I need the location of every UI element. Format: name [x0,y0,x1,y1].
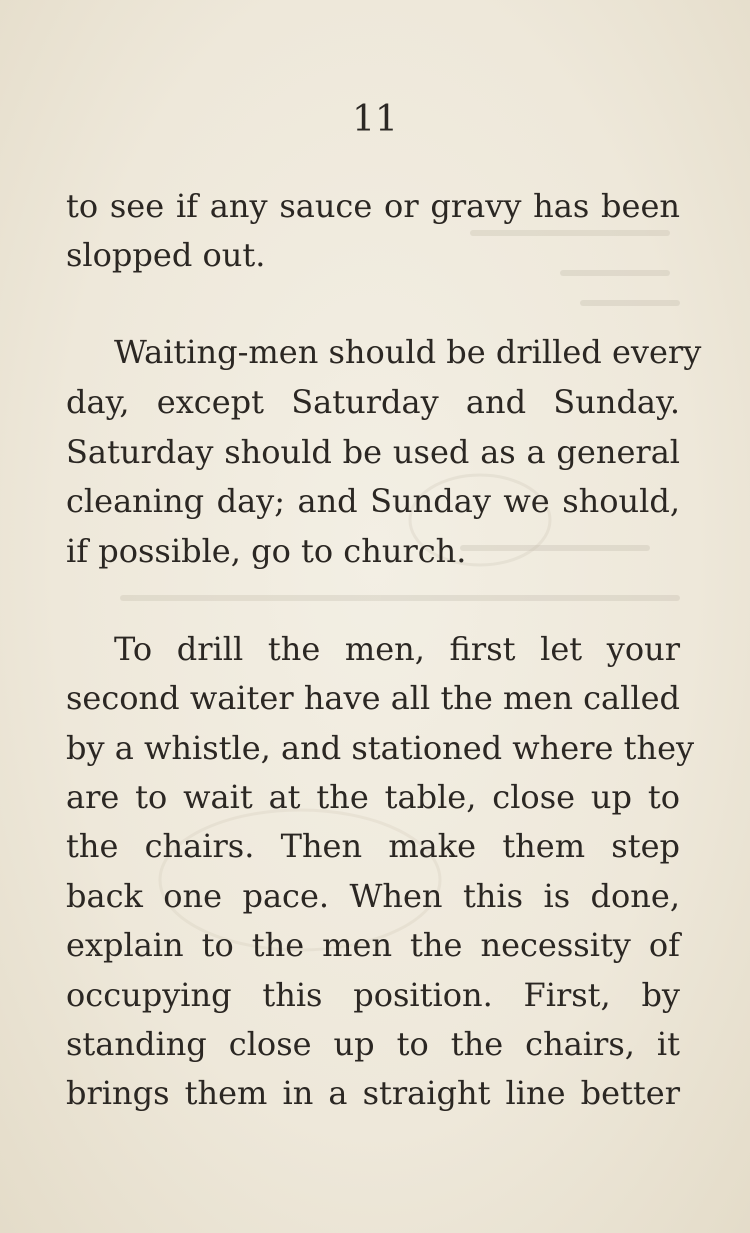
text-line: by a whistle, and stationed where they [66,729,695,767]
text-line: the chairs. Then make them step [66,827,680,865]
text-line: To drill the men, first let your [114,630,680,668]
text-line: standing close up to the chairs, it [66,1025,680,1063]
text-line: day, except Saturday and Sunday. [66,383,680,421]
text-line: are to wait at the table, close up to [66,778,680,816]
text-line: slopped out. [66,236,266,274]
text-line: Saturday should be used as a general [66,433,680,471]
text-line: to see if any sauce or gravy has been [66,187,680,225]
text-line: cleaning day; and Sunday we should, [66,482,680,520]
text-line: back one pace. When this is done, [66,877,680,915]
page-number: 11 [352,99,398,140]
text-line: second waiter have all the men called [66,679,680,717]
text-line: explain to the men the necessity of [66,926,680,964]
text-line: brings them in a straight line better [66,1074,680,1112]
text-line: Waiting-men should be drilled every [114,333,702,371]
text-line: if possible, go to church. [66,532,467,570]
text-line: occupying this position. First, by [66,976,680,1014]
